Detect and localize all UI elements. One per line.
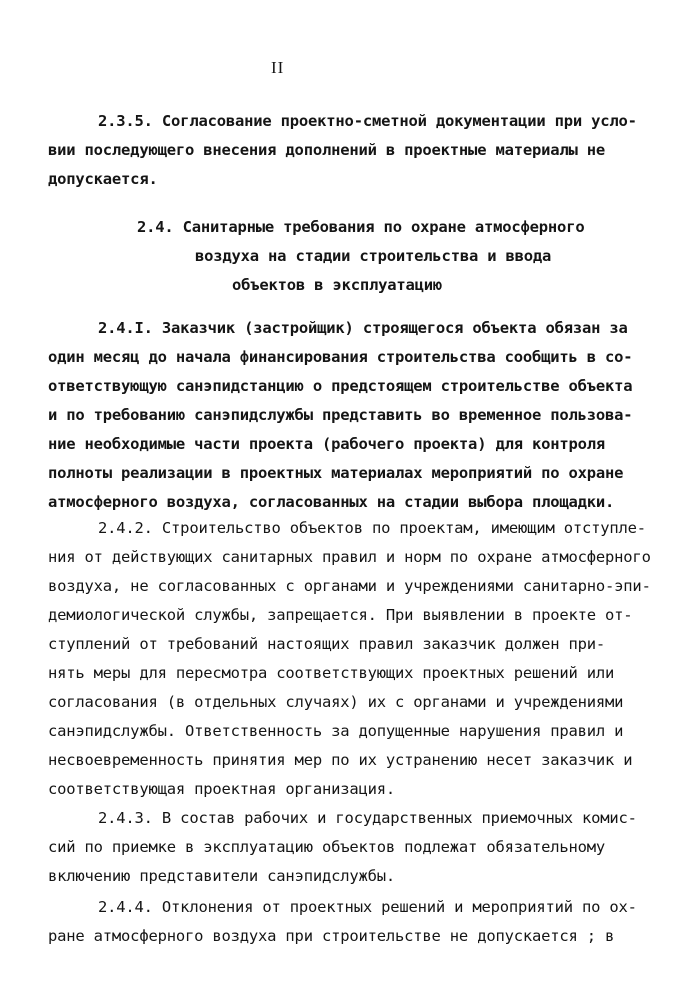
paragraph-line: 2.4.I. Заказчик (застройщик) строящегося объекта обязан за <box>98 319 628 337</box>
paragraph-line: 2.4.3. В состав рабочих и государственных приемочных комис- <box>98 809 637 827</box>
paragraph-line: ния от действующих санитарных правил и норм по охране атмосферного <box>48 548 651 566</box>
paragraph-line: 2.3.5. Согласование проектно-сметной документации при усло- <box>98 112 637 130</box>
paragraph-line: допускается. <box>48 170 158 188</box>
paragraph-line: нять меры для пересмотра соответствующих проектных решений или <box>48 664 615 682</box>
paragraph-line: демиологической службы, запрещается. При выявлении в проекте от- <box>48 606 633 624</box>
paragraph-line: несвоевременность принятия мер по их устранению несет заказчик и <box>48 751 633 769</box>
paragraph-line: ответствующую санэпидстанцию о предстоящем строительстве объекта <box>48 377 633 395</box>
section-heading: воздуха на стадии строительства и ввода <box>195 247 552 265</box>
paragraph-line: воздуха, не согласованных с органами и учреждениями санитарно-эпи- <box>48 577 651 595</box>
paragraph-line: 2.4.2. Строительство объектов по проектам, имеющим отступле- <box>98 519 646 537</box>
paragraph-line: сий по приемке в эксплуатацию объектов подлежат обязательному <box>48 838 606 856</box>
section-heading: 2.4. Санитарные требования по охране атмосферного <box>137 218 585 236</box>
paragraph-line: ние необходимые части проекта (рабочего проекта) для контроля <box>48 435 606 453</box>
page-number: II <box>271 58 285 77</box>
paragraph-line: санэпидслужбы. Ответственность за допущенные нарушения правил и <box>48 722 624 740</box>
paragraph-line: вии последующего внесения дополнений в проектные материалы не <box>48 141 606 159</box>
paragraph-line: включению представители санэпидслужбы. <box>48 867 396 885</box>
paragraph-line: полноты реализации в проектных материалах мероприятий по охране <box>48 464 624 482</box>
paragraph-line: один месяц до начала финансирования строительства сообщить в со- <box>48 348 633 366</box>
paragraph-line: ступлений от требований настоящих правил заказчик должен при- <box>48 635 606 653</box>
paragraph-line: атмосферного воздуха, согласованных на стадии выбора площадки. <box>48 493 615 511</box>
paragraph-line: ране атмосферного воздуха при строительстве не допускается ; в <box>48 927 615 945</box>
paragraph-line: и по требованию санэпидслужбы представить во временное пользова- <box>48 406 633 424</box>
paragraph-line: согласования (в отдельных случаях) их с органами и учреждениями <box>48 693 624 711</box>
section-heading: объектов в эксплуатацию <box>232 276 443 294</box>
paragraph-line: 2.4.4. Отклонения от проектных решений и мероприятий по ох- <box>98 898 637 916</box>
paragraph-line: соответствующая проектная организация. <box>48 780 396 798</box>
